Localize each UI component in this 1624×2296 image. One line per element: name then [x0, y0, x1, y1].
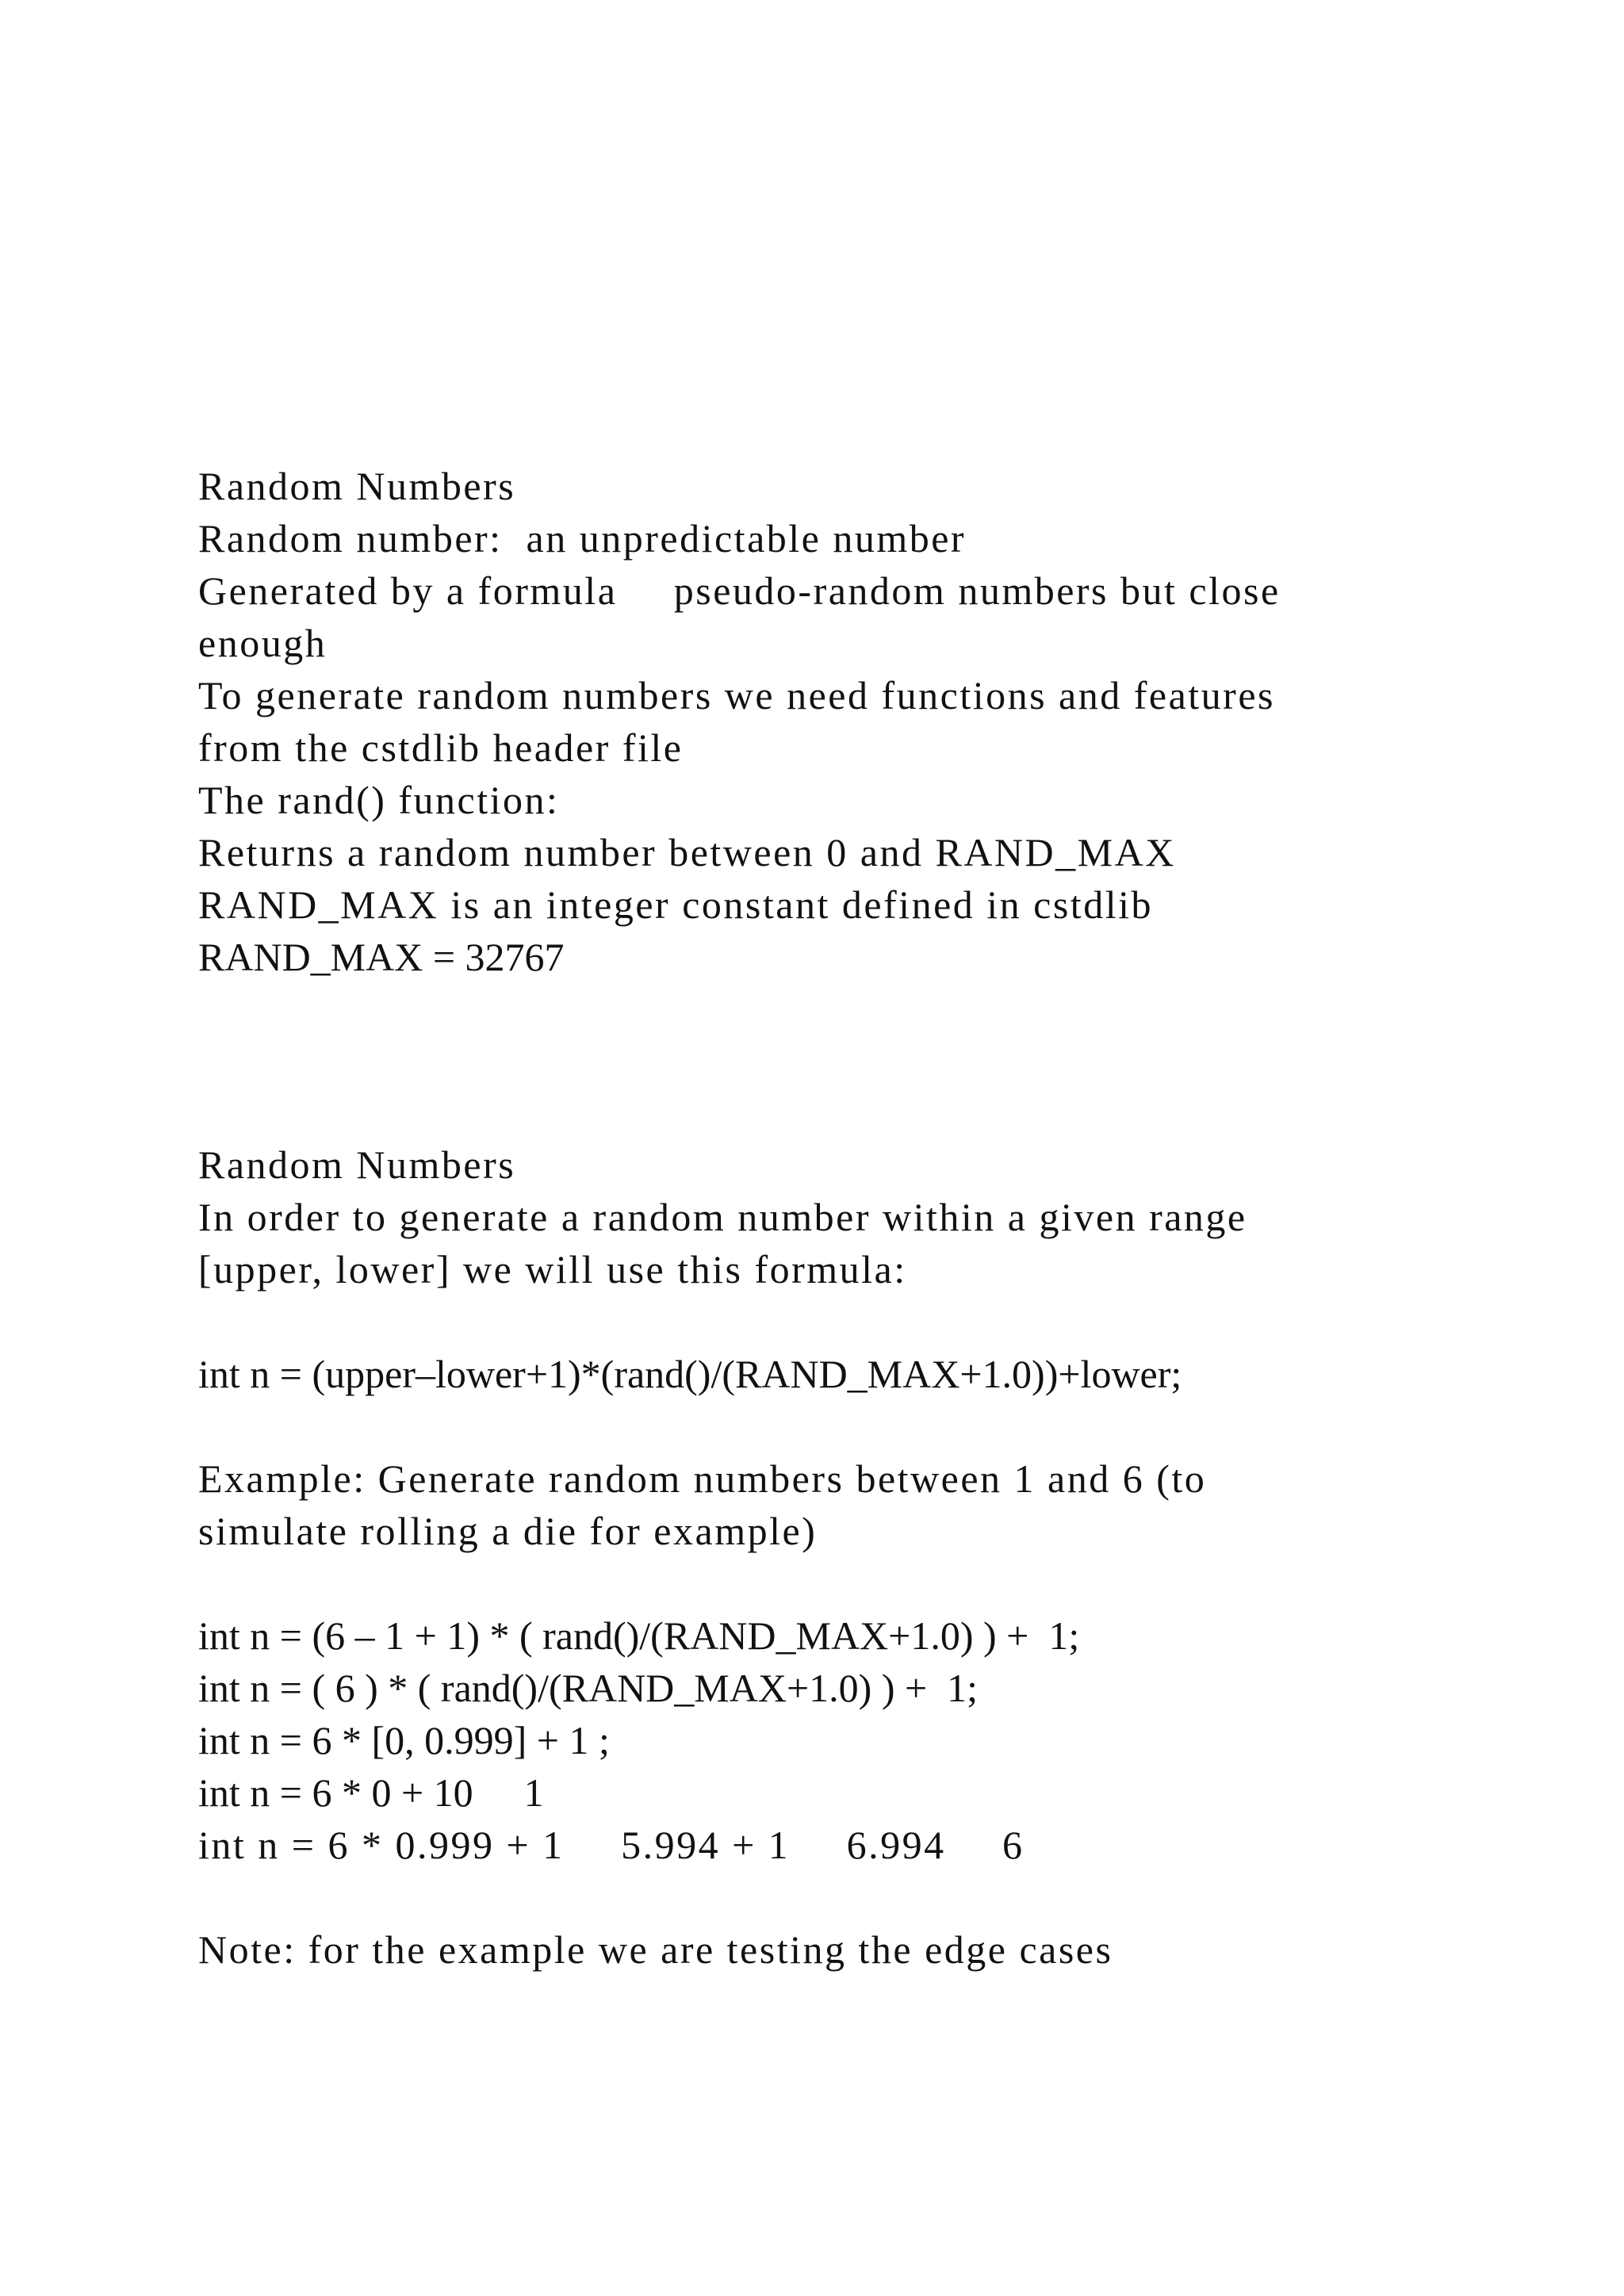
section-title: Random Numbers — [198, 1142, 516, 1187]
body-line: RAND_MAX is an integer constant defined in cstdlib — [198, 882, 1153, 927]
step-line: int n = 6 * [0, 0.999] + 1 ; — [198, 1718, 610, 1762]
body-line: from the cstdlib header file — [198, 725, 684, 770]
blank-line — [198, 1295, 1435, 1348]
body-line: Generated by a formula pseudo-random numbers but close — [198, 568, 1260, 613]
section-title: Random Numbers — [198, 464, 516, 508]
body-line: To generate random numbers we need functions and features — [198, 673, 1275, 718]
body-line: The rand() function: — [198, 778, 560, 822]
body-line: In order to generate a random number within a given range — [198, 1195, 1247, 1239]
body-line: Returns a random number between 0 and RAND_MAX — [198, 830, 1176, 874]
note-line: Note: for the example we are testing the edge cases — [198, 1927, 1113, 1972]
section-random-range-formula — [198, 1138, 1435, 1976]
blank-line — [198, 1400, 1435, 1452]
body-line: RAND_MAX = 32767 — [198, 935, 565, 979]
formula-line: int n = (upper–lower+1)*(rand()/(RAND_MAX+1.0))+lower; — [198, 1352, 1182, 1396]
section-random-numbers-intro — [198, 460, 1435, 983]
step-line: int n = (6 – 1 + 1) * ( rand()/(RAND_MAX+1.0) ) + 1; — [198, 1613, 1080, 1658]
body-line: Random number: an unpredictable number — [198, 516, 967, 561]
blank-line — [198, 1871, 1435, 1923]
step-line: int n = 6 * 0.999 + 1 5.994 + 1 6.994 6 — [198, 1823, 962, 1867]
blank-line — [198, 1557, 1435, 1609]
step-line: int n = ( 6 ) * ( rand()/(RAND_MAX+1.0) ) + 1; — [198, 1666, 979, 1710]
step-line: int n = 6 * 0 + 10 1 — [198, 1770, 523, 1815]
example-line: Example: Generate random numbers between 1 and 6 (to — [198, 1456, 1207, 1501]
body-line: enough — [198, 621, 327, 665]
example-line: simulate rolling a die for example) — [198, 1509, 818, 1553]
body-line: [upper, lower] we will use this formula: — [198, 1247, 907, 1292]
